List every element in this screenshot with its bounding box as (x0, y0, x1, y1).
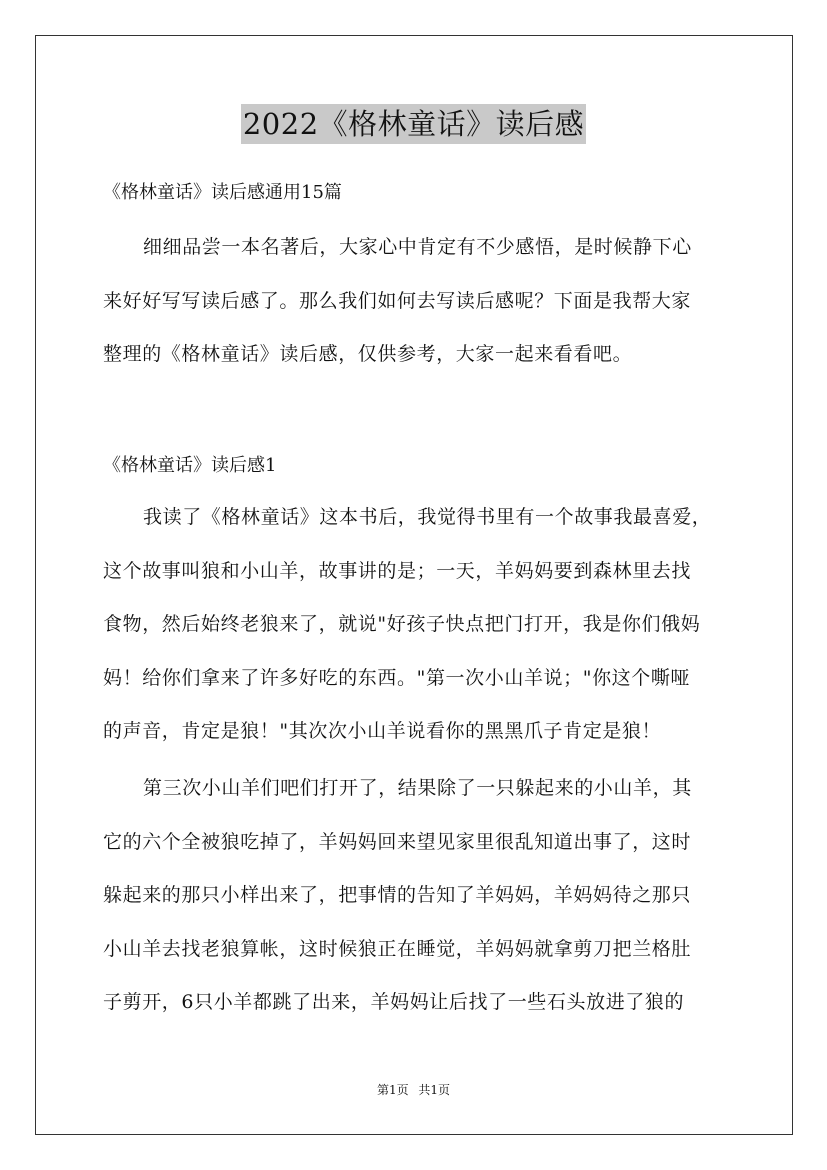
paragraph-line: 子剪开，6只小羊都跳了出来，羊妈妈让后找了一些石头放进了狼的 (103, 991, 685, 1013)
paragraph-line: 我读了《格林童话》这本书后，我觉得书里有一个故事我最喜爱， (143, 506, 712, 528)
title-container (0, 104, 827, 144)
paragraph-line: 的声音，肯定是狼！"其次次小山羊说看你的黑黑爪子肯定是狼！ (103, 720, 662, 742)
paragraph-line: 整理的《格林童话》读后感，仅供参考，大家一起来看看吧。 (103, 343, 633, 365)
document-subtitle: 《格林童话》读后感通用15篇 (103, 182, 342, 203)
page-number-current: 第1页 (376, 1083, 409, 1097)
paragraph-line: 躲起来的那只小样出来了，把事情的告知了羊妈妈，羊妈妈待之那只 (103, 884, 692, 906)
paragraph-line: 小山羊去找老狼算帐，这时候狼正在睡觉，羊妈妈就拿剪刀把兰格肚 (103, 937, 692, 960)
paragraph-line: 妈！给你们拿来了许多好吃的东西。"第一次小山羊说；"你这个嘶哑 (103, 666, 691, 689)
paragraph-line: 细细品尝一本名著后，大家心中肯定有不少感悟，是时候静下心 (143, 236, 692, 258)
page-number-total: 共1页 (418, 1083, 451, 1097)
story-paragraph-2 (103, 773, 728, 1041)
story-paragraph-1 (103, 502, 728, 770)
paragraph-line: 这个故事叫狼和小山羊，故事讲的是；一天，羊妈妈要到森林里去找 (103, 559, 692, 582)
document-title: 2022《格林童话》读后感 (241, 104, 586, 144)
paragraph-line: 食物，然后始终老狼来了，就说"好孩子快点把门打开，我是你们俄妈 (103, 613, 701, 635)
paragraph-line: 它的六个全被狼吃掉了，羊妈妈回来望见家里很乱知道出事了，这时 (103, 830, 692, 853)
paragraph-line: 来好好写写读后感了。那么我们如何去写读后感呢？下面是我帮大家 (103, 289, 692, 312)
section-heading: 《格林童话》读后感1 (103, 455, 277, 476)
paragraph-line: 第三次小山羊们吧们打开了，结果除了一只躲起来的小山羊，其 (143, 777, 692, 799)
intro-paragraph (103, 232, 728, 393)
page-footer (0, 1082, 827, 1098)
